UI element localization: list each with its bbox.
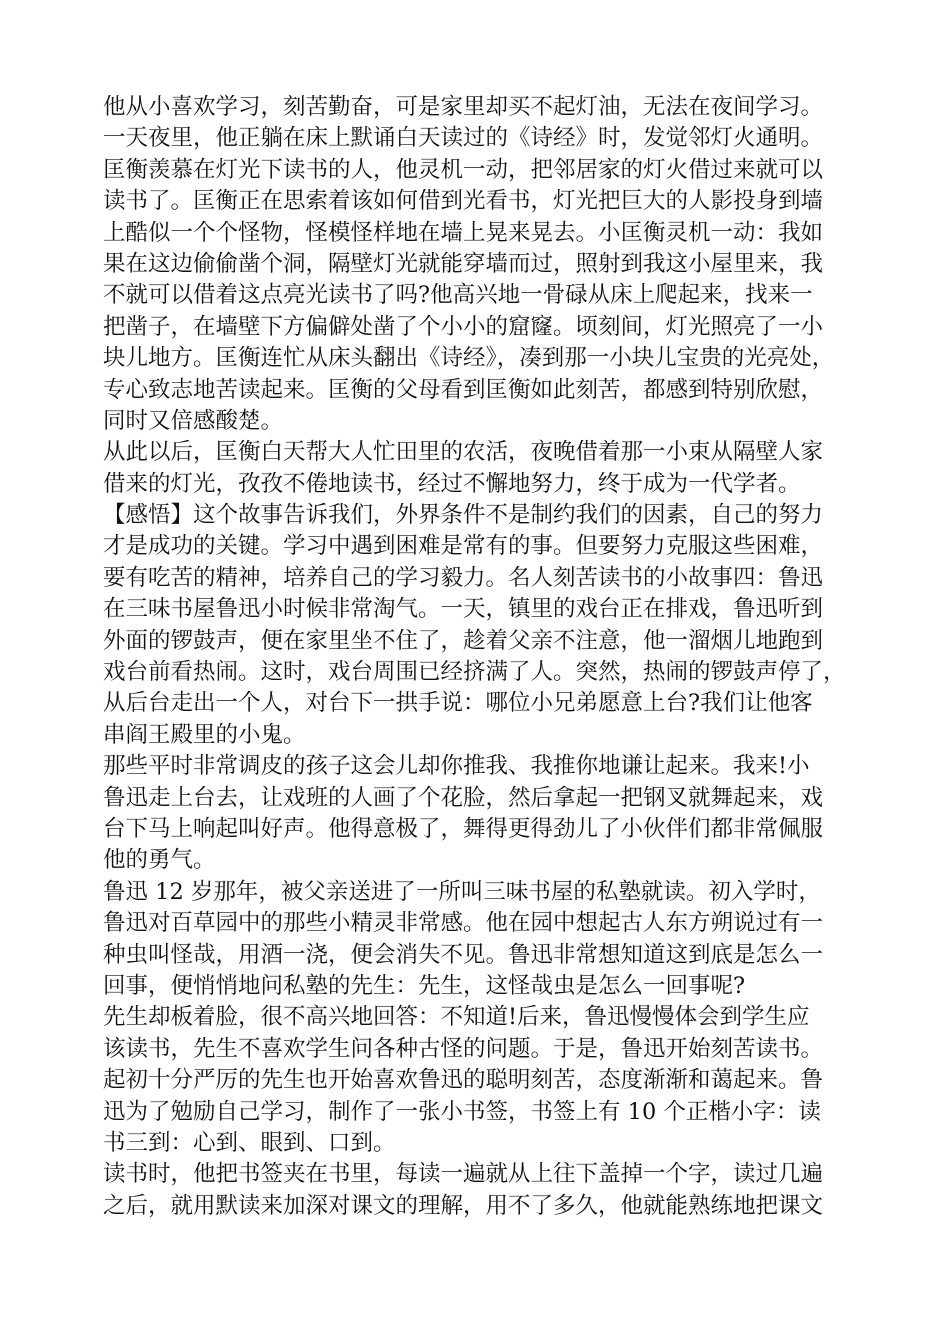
text-line: 把凿子，在墙壁下方偏僻处凿了个小小的窟窿。顷刻间，灯光照亮了一小 bbox=[103, 313, 824, 340]
text-line: 要有吃苦的精神，培养自己的学习毅力。名人刻苦读书的小故事四：鲁迅 bbox=[103, 564, 824, 591]
text-line: 那些平时非常调皮的孩子这会儿却你推我、我推你地谦让起来。我来!小 bbox=[103, 753, 810, 780]
text-line: 他从小喜欢学习，刻苦勤奋，可是家里却买不起灯油，无法在夜间学习。 bbox=[103, 94, 824, 120]
text-line: 读书时，他把书签夹在书里，每读一遍就从上往下盖掉一个字，读过几遍 bbox=[103, 1161, 824, 1188]
document-body bbox=[103, 92, 863, 1222]
text-line: 上酷似一个个怪物，怪模怪样地在墙上晃来晃去。小匡衡灵机一动：我如 bbox=[103, 219, 824, 246]
text-line: 块儿地方。匡衡连忙从床头翻出《诗经》，凑到那一小块儿宝贵的光亮处， bbox=[103, 345, 835, 372]
text-line: 一天夜里，他正躺在床上默诵白天读过的《诗经》时，发觉邻灯火通明。 bbox=[103, 125, 824, 152]
text-line: 之后，就用默读来加深对课文的理解，用不了多久，他就能熟练地把课文 bbox=[103, 1192, 824, 1219]
text-line: 串阎王殿里的小鬼。 bbox=[103, 721, 306, 748]
text-line: 才是成功的关键。学习中遇到困难是常有的事。但要努力克服这些困难， bbox=[103, 533, 824, 560]
text-line: 台下马上响起叫好声。他得意极了，舞得更得劲儿了小伙伴们都非常佩服 bbox=[103, 815, 824, 842]
text-line: 借来的灯光，孜孜不倦地读书，经过不懈地努力，终于成为一代学者。 bbox=[103, 470, 801, 497]
text-line: 不就可以借着这点亮光读书了吗?他高兴地一骨碌从床上爬起来，找来一 bbox=[103, 282, 813, 309]
text-line: 匡衡羡慕在灯光下读书的人，他灵机一动，把邻居家的灯火借过来就可以 bbox=[103, 156, 824, 183]
text-line: 先生却板着脸，很不高兴地回答：不知道!后来，鲁迅慢慢体会到学生应 bbox=[103, 1004, 810, 1031]
text-line: 从此以后，匡衡白天帮大人忙田里的农活，夜晚借着那一小束从隔壁人家 bbox=[103, 439, 824, 466]
text-line: 在三味书屋鲁迅小时候非常淘气。一天，镇里的戏台正在排戏，鲁迅听到 bbox=[103, 596, 824, 623]
text-line: 读书了。匡衡正在思索着该如何借到光看书，灯光把巨大的人影投身到墙 bbox=[103, 188, 824, 215]
text-line: 迅为了勉励自己学习，制作了一张小书签，书签上有 10 个正楷小字：读 bbox=[103, 1098, 821, 1125]
text-line: 专心致志地苦读起来。匡衡的父母看到匡衡如此刻苦，都感到特别欣慰， bbox=[103, 376, 824, 403]
text-line: 【感悟】这个故事告诉我们，外界条件不是制约我们的因素，自己的努力 bbox=[103, 502, 824, 529]
text-line: 种虫叫怪哉，用酒一浇，便会消失不见。鲁迅非常想知道这到底是怎么一 bbox=[103, 941, 824, 968]
text-line: 该读书，先生不喜欢学生问各种古怪的问题。于是，鲁迅开始刻苦读书。 bbox=[103, 1035, 824, 1062]
text-line: 从后台走出一个人，对台下一拱手说：哪位小兄弟愿意上台?我们让他客 bbox=[103, 690, 813, 717]
text-line: 果在这边偷偷凿个洞，隔壁灯光就能穿墙而过，照射到我这小屋里来，我 bbox=[103, 250, 824, 277]
text-line: 书三到：心到、眼到、口到。 bbox=[103, 1129, 396, 1156]
text-line: 起初十分严厉的先生也开始喜欢鲁迅的聪明刻苦，态度渐渐和蔼起来。鲁 bbox=[103, 1067, 824, 1094]
text-line: 外面的锣鼓声，便在家里坐不住了，趁着父亲不注意，他一溜烟儿地跑到 bbox=[103, 627, 824, 654]
text-line: 鲁迅对百草园中的那些小精灵非常感。他在园中想起古人东方朔说过有一 bbox=[103, 910, 824, 937]
text-line: 同时又倍感酸楚。 bbox=[103, 407, 284, 434]
text-line: 戏台前看热闹。这时，戏台周围已经挤满了人。突然，热闹的锣鼓声停了， bbox=[103, 659, 846, 686]
text-line: 他的勇气。 bbox=[103, 847, 216, 874]
text-line: 回事，便悄悄地问私塾的先生：先生，这怪哉虫是怎么一回事呢? bbox=[103, 972, 746, 999]
text-line: 鲁迅 12 岁那年，被父亲送进了一所叫三味书屋的私塾就读。初入学时， bbox=[103, 878, 821, 905]
text-line: 鲁迅走上台去，让戏班的人画了个花脸，然后拿起一把钢叉就舞起来，戏 bbox=[103, 784, 824, 811]
